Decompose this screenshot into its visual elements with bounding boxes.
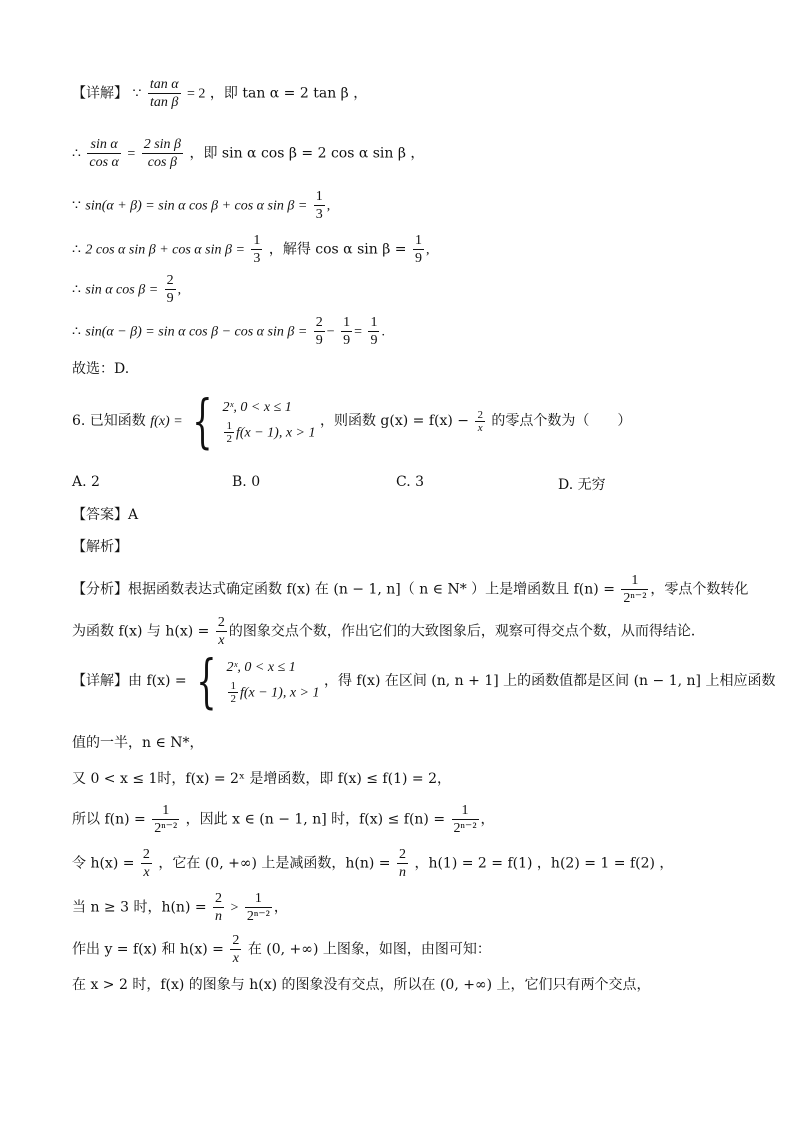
detail-line-d8: 在 x > 2 时，f(x) 的图象与 h(x) 的图象没有交点，所以在 (0, +∞) 上，它们只有两个交点， (72, 977, 651, 993)
choice-d: D. 无穷 (558, 477, 606, 493)
detail-line-d3: 又 0 < x ≤ 1时，f(x) = 2ˣ 是增函数，即 f(x) ≤ f(1) = 2， (72, 771, 451, 787)
choice-c: C. 3 (396, 474, 425, 490)
detail-line-5: ∴ sin α cos β = $\frac{2}{9}$ , (72, 273, 182, 306)
therefore-symbol: ∴ (72, 146, 81, 162)
one-third-fraction: $\frac{1}{3}$ (315, 189, 323, 222)
tan-ratio-fraction: $\frac{\text{tan α}}{\text{tan β}}$ (149, 77, 179, 110)
two-sin-cos-fraction: $\frac{\text{2 sin β}}{\text{cos β}}$ (143, 137, 182, 170)
detail-line-d4: 所以 f(n) = $\frac{1}{\text{2ⁿ⁻²}}$ ，因此 x ∈ (n − 1, n] 时，f(x) ≤ f(n) = $\frac{1}{\text{2ⁿ⁻²}}$ ， (72, 803, 495, 836)
detail-line-d7: 作出 y = f(x) 和 h(x) = $\frac{2}{x}$ 在 (0, +∞) 上图象，如图，由图可知： (72, 933, 491, 966)
detail-line-d6: 当 n ≥ 3 时，h(n) = $\frac{2}{n}$ > $\frac{1}{\text{2ⁿ⁻²}}$ ， (72, 891, 288, 924)
detail-line-d2: 值的一半，n ∈ N*， (72, 735, 204, 751)
detail-label: 【详解】 (72, 85, 128, 102)
answer-line: 【答案】A (72, 507, 139, 523)
detail-line-1: 【详解】 ∵ $\frac{\text{tan α}}{\text{tan β}}$ = 2 ，即 tan α = 2 tan β ， (72, 77, 368, 110)
choice-b: B. 0 (232, 474, 261, 490)
detail-line-6: ∴ sin(α − β) = sin α cos β − cos α sin β = $\frac{2}{9}$ − $\frac{1}{9}$ = $\frac{1}{9}$ . (72, 315, 385, 348)
detail-line-d5: 令 h(x) = $\frac{2}{x}$ ，它在 (0, +∞) 上是减函数，h(n) = $\frac{2}{n}$ ，h(1) = 2 = f(1) ，h(2) = 1 = f(2) ， (72, 847, 674, 880)
sin-cos-fraction: $\frac{\text{sin α}}{\text{cos α}}$ (89, 137, 119, 170)
because-symbol: ∵ (132, 86, 142, 102)
left-brace: { (192, 387, 213, 455)
conclusion-text: 故选：D. (72, 361, 130, 377)
detail-piecewise-line: 【详解】由 f(x) = { 2ˣ, 0 < x ≤ 1 $\frac{1}{2}$ f(x − 1), x > 1 ，得 f(x) 在区间 (n, n + 1] 上的函数值都是区间 (n − 1, n] 上相应函数 (72, 647, 776, 715)
detail-line-4: ∴ 2 cos α sin β + cos α sin β = $\frac{1}{3}$ ，解得 cos α sin β = $\frac{1}{9}$ , (72, 233, 430, 266)
detail-line-3: ∵ sin(α + β) = sin α cos β + cos α sin β = $\frac{1}{3}$ , (72, 189, 331, 222)
piecewise-cases: 2ˣ, 0 < x ≤ 1 $\frac{1}{2}$ f(x − 1), x > 1 (222, 400, 316, 446)
analysis-line-2: 为函数 f(x) 与 h(x) = $\frac{2}{x}$ 的图象交点个数，作出它们的大致图象后，观察可得交点个数，从而得结论． (72, 615, 705, 648)
analysis-label: 【解析】 (72, 539, 128, 555)
detail-line-2: ∴ $\frac{\text{sin α}}{\text{cos α}}$ = $\frac{\text{2 sin β}}{\text{cos β}}$ ，即 sin α cos β = 2 cos α sin β ， (72, 137, 425, 170)
choice-a: A. 2 (72, 474, 100, 490)
analysis-line-1: 【分析】根据函数表达式确定函数 f(x) 在 (n − 1, n]（ n ∈ N* ）上是增函数且 f(n) = $\frac{1}{\text{2ⁿ⁻²}}$ ，零点个数转化 (72, 573, 749, 606)
question-6: 6. 已知函数 f(x) = { 2ˣ, 0 < x ≤ 1 $\frac{1}{2}$ f(x − 1), x > 1 ，则函数 g(x) = f(x) − $\frac{2}{x}$ 的零点个数为（ ） (72, 387, 632, 455)
